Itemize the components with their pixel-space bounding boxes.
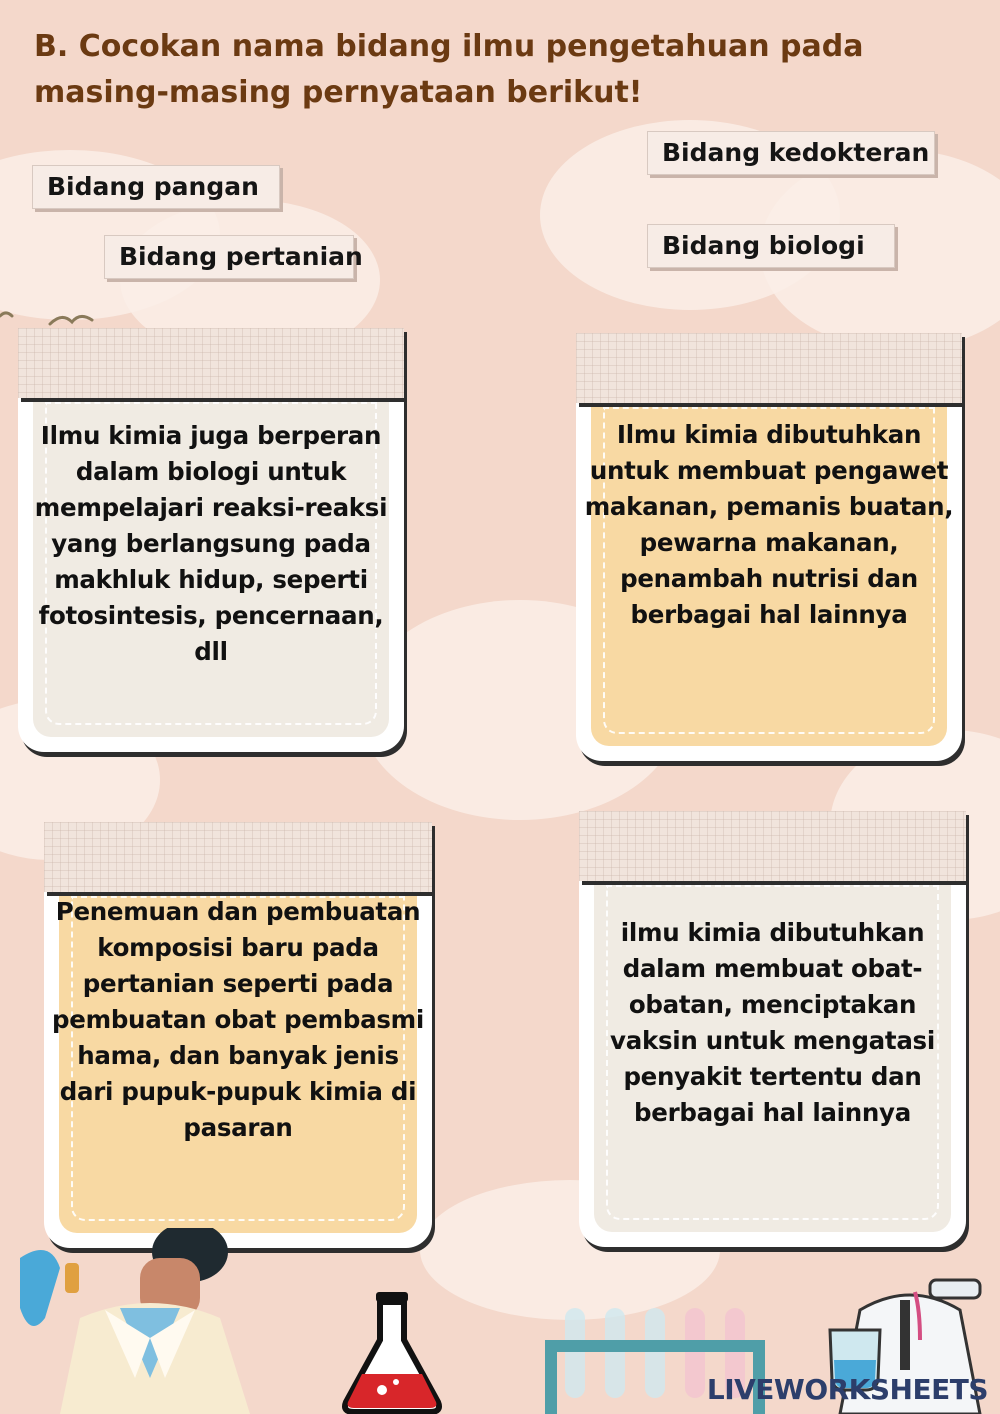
statement-card-pertanian — [44, 822, 432, 1248]
label-bidang-pertanian[interactable]: Bidang pertanian — [104, 235, 354, 279]
bird-icon — [0, 306, 16, 322]
card-header — [18, 328, 404, 398]
card-header — [579, 811, 966, 881]
label-bidang-kedokteran[interactable]: Bidang kedokteran — [647, 131, 935, 175]
liveworksheets-logo: LIVEWORKSHEETS — [706, 1373, 988, 1406]
statement-text: ilmu kimia dibutuhkan dalam membuat obat-obatan, menciptakan vaksin untuk mengatasi penyakit tertentu dan berbagai hal lainnya — [610, 918, 935, 1127]
statement-card-kedokteran — [579, 811, 966, 1247]
scientist-illustration — [0, 1228, 300, 1414]
answer-dropzone[interactable] — [602, 341, 936, 393]
label-bidang-pangan[interactable]: Bidang pangan — [32, 165, 280, 209]
label-bidang-biologi[interactable]: Bidang biologi — [647, 224, 895, 268]
statement-card-biologi — [18, 328, 404, 752]
answer-dropzone[interactable] — [605, 819, 940, 871]
page-title: B. Cocokan nama bidang ilmu pengetahuan pada masing-masing pernyataan berikut! — [34, 29, 864, 110]
answer-dropzone[interactable] — [70, 830, 406, 882]
flask-icon — [338, 1290, 446, 1414]
answer-dropzone[interactable] — [44, 336, 378, 388]
statement-text: Ilmu kimia juga berperan dalam biologi untuk mempelajari reaksi-reaksi yang berlangsung pada makhluk hidup, seperti fotosintesis, pencernaan, dll — [34, 421, 388, 666]
statement-text: Ilmu kimia dibutuhkan untuk membuat pengawet makanan, pemanis buatan, pewarna makanan, penambah nutrisi dan berbagai hal lainnya — [584, 420, 954, 629]
card-header — [576, 333, 962, 403]
statement-card-pangan — [576, 333, 962, 761]
statement-text: Penemuan dan pembuatan komposisi baru pada pertanian seperti pada pembuatan obat pembasmi hama, dan banyak jenis dari pupuk-pupuk kimia di pasaran — [52, 897, 424, 1142]
bird-icon — [48, 308, 94, 330]
card-header — [44, 822, 432, 892]
